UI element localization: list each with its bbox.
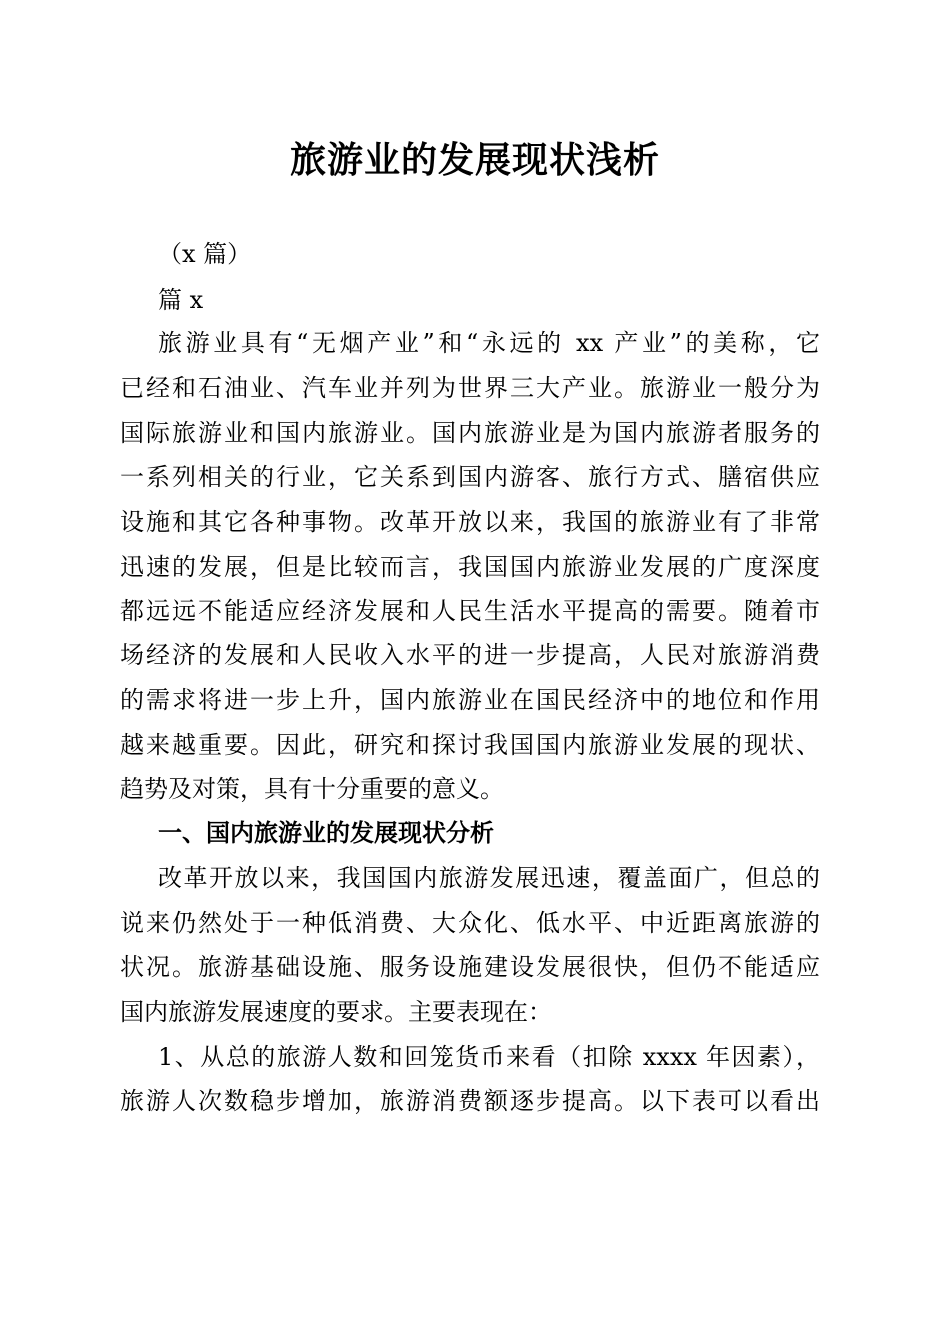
intro-line: 旅游业具有“无烟产业”和“永远的 xx 产业”的美称，它 <box>158 329 820 357</box>
intro-line: 设施和其它各种事物。改革开放以来，我国的旅游业有了非常 <box>120 508 820 536</box>
intro-line: 越来越重要。因此，研究和探讨我国国内旅游业发展的现状、 <box>120 731 820 759</box>
section-heading: 一、国内旅游业的发展现状分析 <box>158 819 494 847</box>
intro-line: 已经和石油业、汽车业并列为世界三大产业。旅游业一般分为 <box>120 374 820 402</box>
intro-line-last: 趋势及对策，具有十分重要的意义。 <box>120 775 504 803</box>
intro-line: 的需求将进一步上升，国内旅游业在国民经济中的地位和作用 <box>120 686 820 714</box>
point-line: 旅游人次数稳步增加，旅游消费额逐步提高。以下表可以看出 <box>120 1087 820 1115</box>
document-title: 旅游业的发展现状浅析 <box>289 139 660 181</box>
intro-line: 迅速的发展，但是比较而言，我国国内旅游业发展的广度深度 <box>120 553 820 581</box>
intro-line: 国际旅游业和国内旅游业。国内旅游业是为国内旅游者服务的 <box>120 419 820 447</box>
section-line: 改革开放以来，我国国内旅游发展迅速，覆盖面广，但总的 <box>158 864 820 892</box>
intro-line: 场经济的发展和人民收入水平的进一步提高，人民对旅游消费 <box>120 641 820 669</box>
section-line-last: 国内旅游发展速度的要求。主要表现在： <box>120 998 552 1026</box>
section-line: 状况。旅游基础设施、服务设施建设发展很快，但仍不能适应 <box>120 953 820 981</box>
intro-line: 一系列相关的行业，它关系到国内游客、旅行方式、膳宿供应 <box>120 463 820 491</box>
intro-line: 都远远不能适应经济发展和人民生活水平提高的需要。随着市 <box>120 597 820 625</box>
section-line: 说来仍然处于一种低消费、大众化、低水平、中近距离旅游的 <box>120 909 820 937</box>
meta-line-section: 篇 x <box>158 286 204 314</box>
point-line: 1、从总的旅游人数和回笼货币来看（扣除 xxxx 年因素）， <box>158 1043 820 1071</box>
meta-line-count: （x 篇） <box>158 240 252 268</box>
